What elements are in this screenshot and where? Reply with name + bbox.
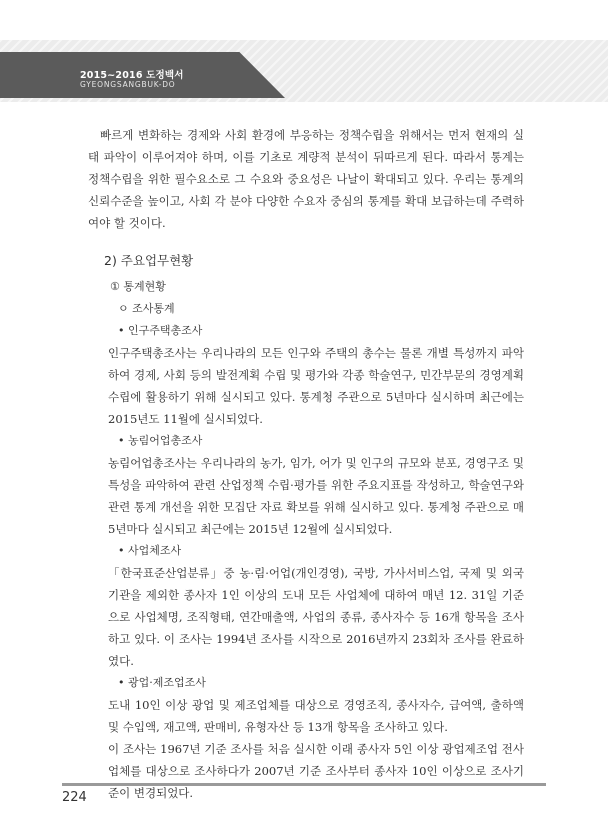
bullet-title: • 사업체조사 (118, 544, 182, 557)
intro-paragraph: 빠르게 변화하는 경제와 사회 환경에 부응하는 정책수립을 위해서는 먼저 현재의 실태 파악이 이루어져야 하며, 이를 기초로 계량적 분석이 뒤따르게 된다. 따라서 통계는 정책수립을 위한 필수요소로 그 수요와 중요성은 나날이 확대되고 있다. 우리는 통계의 신뢰수준을 높이고, 사회 각 분야 다양한 수요자 중심의 통계를 확대 보급하는데 주력하여야 할 것이다. (88, 128, 524, 230)
page-content (88, 124, 524, 804)
bullet-title: • 광업·제조업조사 (118, 676, 206, 689)
item-census (88, 320, 524, 430)
subsubsection-title: ㅇ 조사통계 (118, 302, 175, 315)
item-agriculture-census (88, 430, 524, 540)
footer-rule (62, 783, 546, 786)
item-paragraph: 농림어업총조사는 우리나라의 농가, 임가, 어가 및 인구의 규모와 분포, 경영구조 및 특성을 파악하여 관련 산업정책 수립·평가를 위한 주요지표를 작성하고, 학술연구와 관련 통계 개선을 위한 모집단 자료 확보를 위해 실시하고 있다. 통계청 주관으로 매 5년마다 실시되고 최근에는 2015년 12월에 실시되었다. (108, 456, 524, 536)
subsection-title: ① 통계현황 (110, 280, 166, 293)
item-paragraph: 「한국표준산업분류」중 농·림·어업(개인경영), 국방, 가사서비스업, 국제 및 외국기관을 제외한 종사자 1인 이상의 도내 모든 사업체에 대하여 매년 12. 31일 기준으로 사업체명, 조직형태, 연간매출액, 사업의 종류, 종사자수 등 16개 항목을 조사하고 있다. 이 조사는 1994년 조사를 시작으로 2016년까지 23회차 조사를 완료하였다. (108, 566, 524, 668)
page-number: 224 (62, 790, 87, 805)
book-title: 2015~2016 도정백서 (80, 70, 184, 81)
bullet-title: • 농림어업총조사 (118, 434, 203, 447)
item-paragraph: 이 조사는 1967년 기준 조사를 처음 실시한 이래 종사자 5인 이상 광업제조업 전사업체를 대상으로 조사하다가 2007년 기준 조사부터 종사자 10인 이상으로 조사기준이 변경되었다. (108, 742, 524, 800)
item-business-survey (88, 540, 524, 672)
item-paragraph: 도내 10인 이상 광업 및 제조업체를 대상으로 경영조직, 종사자수, 급여액, 출하액 및 수입액, 재고액, 판매비, 유형자산 등 13개 항목을 조사하고 있다. (108, 698, 524, 734)
item-paragraph: 인구주택총조사는 우리나라의 모든 인구와 주택의 총수는 물론 개별 특성까지 파악하여 경제, 사회 등의 발전계획 수립 및 평가와 각종 학술연구, 민간부문의 경영계획 수립에 활용하기 위해 실시되고 있다. 통계청 주관으로 5년마다 실시하며 최근에는 2015년도 11월에 실시되었다. (108, 346, 524, 426)
section-title: 2) 주요업무현황 (104, 253, 194, 268)
book-subtitle: GYEONGSANGBUK-DO (80, 80, 176, 89)
bullet-title: • 인구주택총조사 (118, 324, 203, 337)
